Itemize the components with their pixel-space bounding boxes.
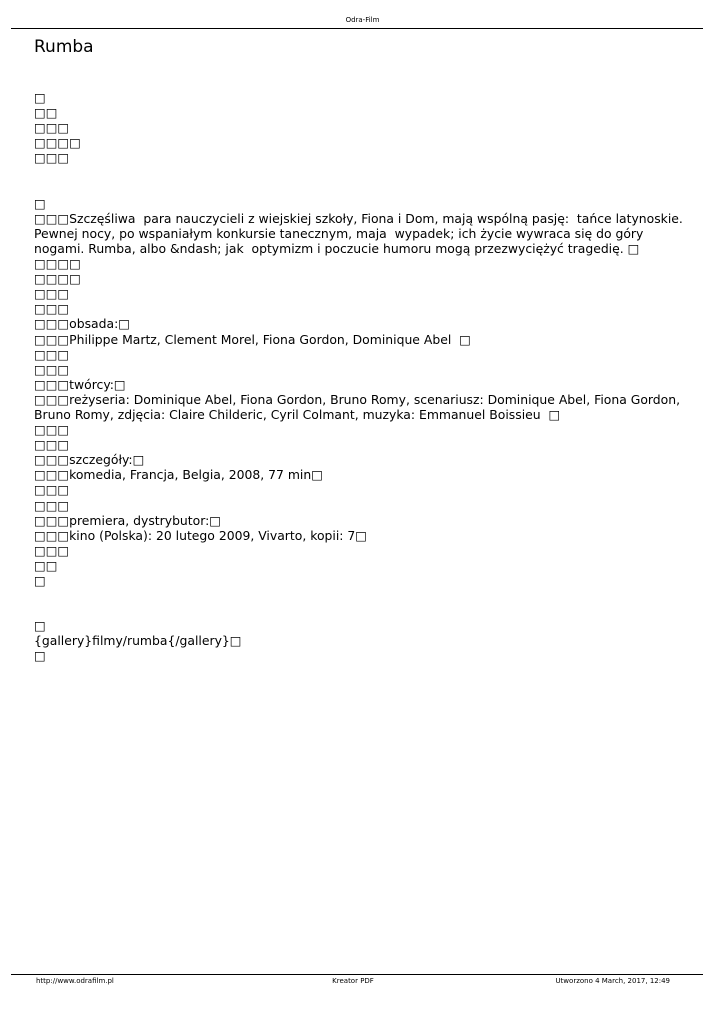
content-line: □□□kino (Polska): 20 lutego 2009, Vivarto, kopii: 7□ (34, 527, 367, 543)
content-line (34, 181, 690, 196)
content-line: □□□ (34, 482, 70, 498)
footer-generator: Kreator PDF (332, 977, 374, 985)
header-divider (11, 28, 703, 29)
content-line: □ (34, 648, 46, 664)
site-header: Odra-Film (345, 16, 380, 24)
content-line: □ (34, 195, 46, 211)
content-line: □□□ (34, 437, 70, 453)
content-line: □□□□ (34, 135, 81, 151)
footer-created-date: Utworzono 4 March, 2017, 12:49 (555, 977, 670, 985)
content-line: □□□ (34, 301, 70, 317)
content-line: □□□reżyseria: Dominique Abel, Fiona Gordon, Bruno Romy, scenariusz: Dominique Abel, Fiona Gordon, Bruno Romy, zdjęcia: Claire Childeric, Cyril Colmant, muzyka: Emmanuel Boissieu □ (34, 391, 684, 422)
content-line: □□□ (34, 286, 70, 302)
content-line: □□□ (34, 542, 70, 558)
content-line: □□ (34, 105, 58, 121)
footer-url-link[interactable]: http://www.odrafilm.pl (36, 977, 114, 985)
content-line: □□□komedia, Francja, Belgia, 2008, 77 min□ (34, 467, 323, 483)
page-title: Rumba (34, 37, 94, 57)
content-line (34, 165, 690, 180)
content-line: □□□□ (34, 271, 81, 287)
footer-divider (11, 974, 703, 975)
content-line: □□□obsada:□ (34, 316, 130, 332)
content-line: {gallery}filmy/rumba{/gallery}□ (34, 633, 242, 649)
content-line: □□ (34, 557, 58, 573)
content-line: □□□ (34, 120, 70, 136)
content-line: □□□szczegóły:□ (34, 452, 145, 468)
content-line: □□□twórcy:□ (34, 376, 126, 392)
content-line: □□□ (34, 497, 70, 513)
content-line: □□□ (34, 361, 70, 377)
content-line: □□□□ (34, 256, 81, 272)
content-line: □□□ (34, 346, 70, 362)
content-line: □ (34, 573, 46, 588)
content-line: □□□Philippe Martz, Clement Morel, Fiona Gordon, Dominique Abel □ (34, 331, 471, 347)
content-line: □ (34, 618, 46, 634)
content-line (34, 603, 690, 618)
content-line: □□□ (34, 150, 70, 166)
content-line: □□□Szczęśliwa para nauczycieli z wiejskiej szkoły, Fiona i Dom, mają wspólną pasję: tańce latynoskie. Pewnej nocy, po wspaniałym konkursie tanecznym, maja wypadek; ich życie wywraca się do góry nogami. Rumba, albo &ndash; jak optymizm i poczucie humoru mogą przezwyciężyć tragedię. □ (34, 210, 687, 256)
content-line (34, 588, 690, 603)
article-body (34, 90, 690, 664)
content-line: □□□ (34, 422, 70, 438)
content-line: □□□premiera, dystrybutor:□ (34, 512, 221, 528)
content-line: □ (34, 90, 46, 105)
